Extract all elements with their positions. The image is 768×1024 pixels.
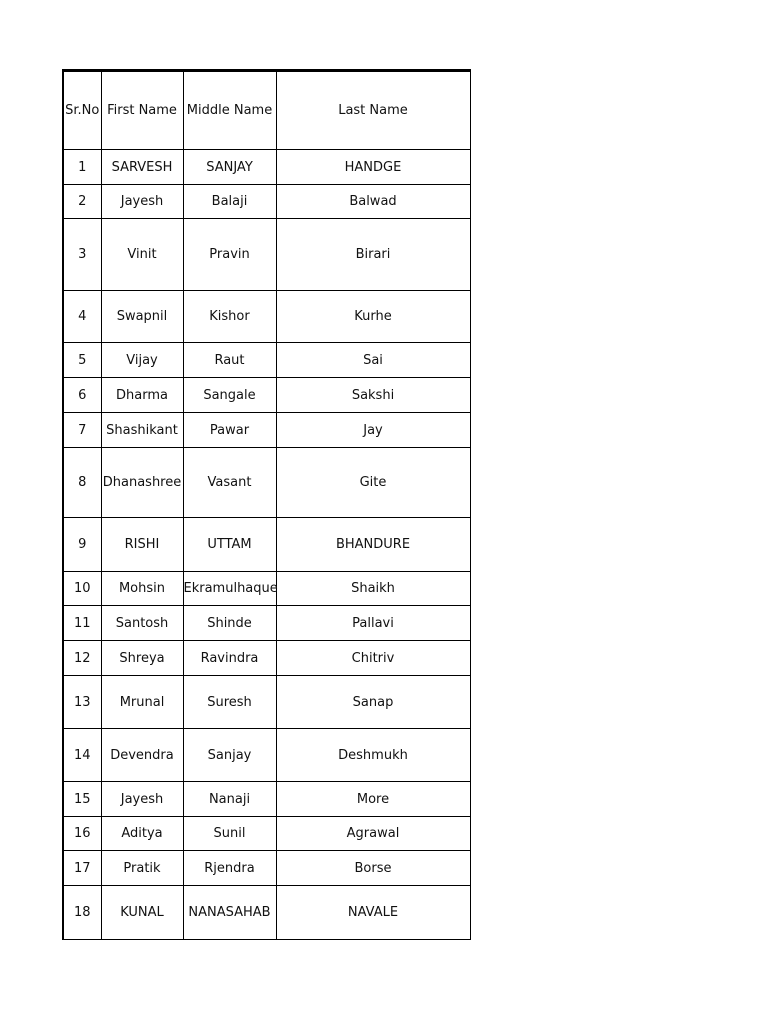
table-row bbox=[63, 886, 470, 940]
table-row bbox=[63, 572, 470, 606]
cell-middle-name: Pravin bbox=[183, 219, 276, 291]
table-row bbox=[63, 378, 470, 413]
cell-sr-no: 6 bbox=[63, 378, 101, 413]
cell-sr-no: 11 bbox=[63, 606, 101, 641]
cell-middle-name: Rjendra bbox=[183, 851, 276, 886]
table-row bbox=[63, 448, 470, 518]
cell-last-name: HANDGE bbox=[276, 150, 470, 185]
cell-middle-name: Shinde bbox=[183, 606, 276, 641]
cell-middle-name: Vasant bbox=[183, 448, 276, 518]
header-middle-name: Middle Name bbox=[183, 71, 276, 150]
header-last-name: Last Name bbox=[276, 71, 470, 150]
cell-middle-name: Sangale bbox=[183, 378, 276, 413]
cell-first-name: Santosh bbox=[101, 606, 183, 641]
cell-sr-no: 12 bbox=[63, 641, 101, 676]
cell-last-name: Balwad bbox=[276, 185, 470, 219]
cell-last-name: Birari bbox=[276, 219, 470, 291]
names-table bbox=[62, 69, 471, 940]
cell-sr-no: 7 bbox=[63, 413, 101, 448]
table-row bbox=[63, 343, 470, 378]
cell-first-name: Jayesh bbox=[101, 185, 183, 219]
cell-sr-no: 17 bbox=[63, 851, 101, 886]
cell-sr-no: 8 bbox=[63, 448, 101, 518]
cell-last-name: More bbox=[276, 782, 470, 817]
table-row bbox=[63, 518, 470, 572]
cell-sr-no: 2 bbox=[63, 185, 101, 219]
table-row bbox=[63, 641, 470, 676]
header-row bbox=[63, 71, 470, 150]
cell-sr-no: 1 bbox=[63, 150, 101, 185]
cell-last-name: Jay bbox=[276, 413, 470, 448]
table-header bbox=[63, 71, 470, 150]
cell-sr-no: 3 bbox=[63, 219, 101, 291]
cell-last-name: BHANDURE bbox=[276, 518, 470, 572]
cell-first-name: Mrunal bbox=[101, 676, 183, 729]
cell-last-name: Chitriv bbox=[276, 641, 470, 676]
cell-last-name: NAVALE bbox=[276, 886, 470, 940]
cell-middle-name: Sanjay bbox=[183, 729, 276, 782]
cell-first-name: RISHI bbox=[101, 518, 183, 572]
cell-sr-no: 10 bbox=[63, 572, 101, 606]
table-row bbox=[63, 291, 470, 343]
cell-first-name: Pratik bbox=[101, 851, 183, 886]
cell-last-name: Agrawal bbox=[276, 817, 470, 851]
cell-first-name: Dharma bbox=[101, 378, 183, 413]
cell-last-name: Deshmukh bbox=[276, 729, 470, 782]
cell-first-name: Shashikant bbox=[101, 413, 183, 448]
cell-sr-no: 5 bbox=[63, 343, 101, 378]
cell-sr-no: 18 bbox=[63, 886, 101, 940]
cell-last-name: Borse bbox=[276, 851, 470, 886]
table-row bbox=[63, 851, 470, 886]
cell-first-name: Shreya bbox=[101, 641, 183, 676]
cell-last-name: Gite bbox=[276, 448, 470, 518]
cell-first-name: KUNAL bbox=[101, 886, 183, 940]
cell-first-name: Devendra bbox=[101, 729, 183, 782]
cell-sr-no: 13 bbox=[63, 676, 101, 729]
table-row bbox=[63, 150, 470, 185]
cell-first-name: Swapnil bbox=[101, 291, 183, 343]
cell-sr-no: 14 bbox=[63, 729, 101, 782]
cell-sr-no: 9 bbox=[63, 518, 101, 572]
table-row bbox=[63, 782, 470, 817]
cell-last-name: Sakshi bbox=[276, 378, 470, 413]
cell-middle-name: Kishor bbox=[183, 291, 276, 343]
header-first-name: First Name bbox=[101, 71, 183, 150]
table-row bbox=[63, 606, 470, 641]
cell-middle-name: SANJAY bbox=[183, 150, 276, 185]
table-row bbox=[63, 185, 470, 219]
table-row bbox=[63, 676, 470, 729]
table-row bbox=[63, 219, 470, 291]
cell-middle-name: Sunil bbox=[183, 817, 276, 851]
cell-first-name: Jayesh bbox=[101, 782, 183, 817]
cell-middle-name: Suresh bbox=[183, 676, 276, 729]
cell-sr-no: 4 bbox=[63, 291, 101, 343]
cell-middle-name: UTTAM bbox=[183, 518, 276, 572]
cell-last-name: Sai bbox=[276, 343, 470, 378]
cell-middle-name: NANASAHAB bbox=[183, 886, 276, 940]
table-row bbox=[63, 729, 470, 782]
cell-first-name: SARVESH bbox=[101, 150, 183, 185]
cell-middle-name: Ravindra bbox=[183, 641, 276, 676]
table-row bbox=[63, 413, 470, 448]
cell-middle-name: Balaji bbox=[183, 185, 276, 219]
cell-first-name: Mohsin bbox=[101, 572, 183, 606]
cell-last-name: Sanap bbox=[276, 676, 470, 729]
cell-last-name: Shaikh bbox=[276, 572, 470, 606]
cell-last-name: Kurhe bbox=[276, 291, 470, 343]
cell-first-name: Aditya bbox=[101, 817, 183, 851]
table-body bbox=[63, 150, 470, 940]
cell-first-name: Vinit bbox=[101, 219, 183, 291]
cell-last-name: Pallavi bbox=[276, 606, 470, 641]
cell-middle-name: Ekramulhaque bbox=[183, 572, 276, 606]
header-sr-no: Sr.No bbox=[63, 71, 101, 150]
cell-first-name: Dhanashree bbox=[101, 448, 183, 518]
cell-first-name: Vijay bbox=[101, 343, 183, 378]
cell-middle-name: Raut bbox=[183, 343, 276, 378]
cell-middle-name: Nanaji bbox=[183, 782, 276, 817]
cell-middle-name: Pawar bbox=[183, 413, 276, 448]
cell-sr-no: 16 bbox=[63, 817, 101, 851]
cell-sr-no: 15 bbox=[63, 782, 101, 817]
table-row bbox=[63, 817, 470, 851]
